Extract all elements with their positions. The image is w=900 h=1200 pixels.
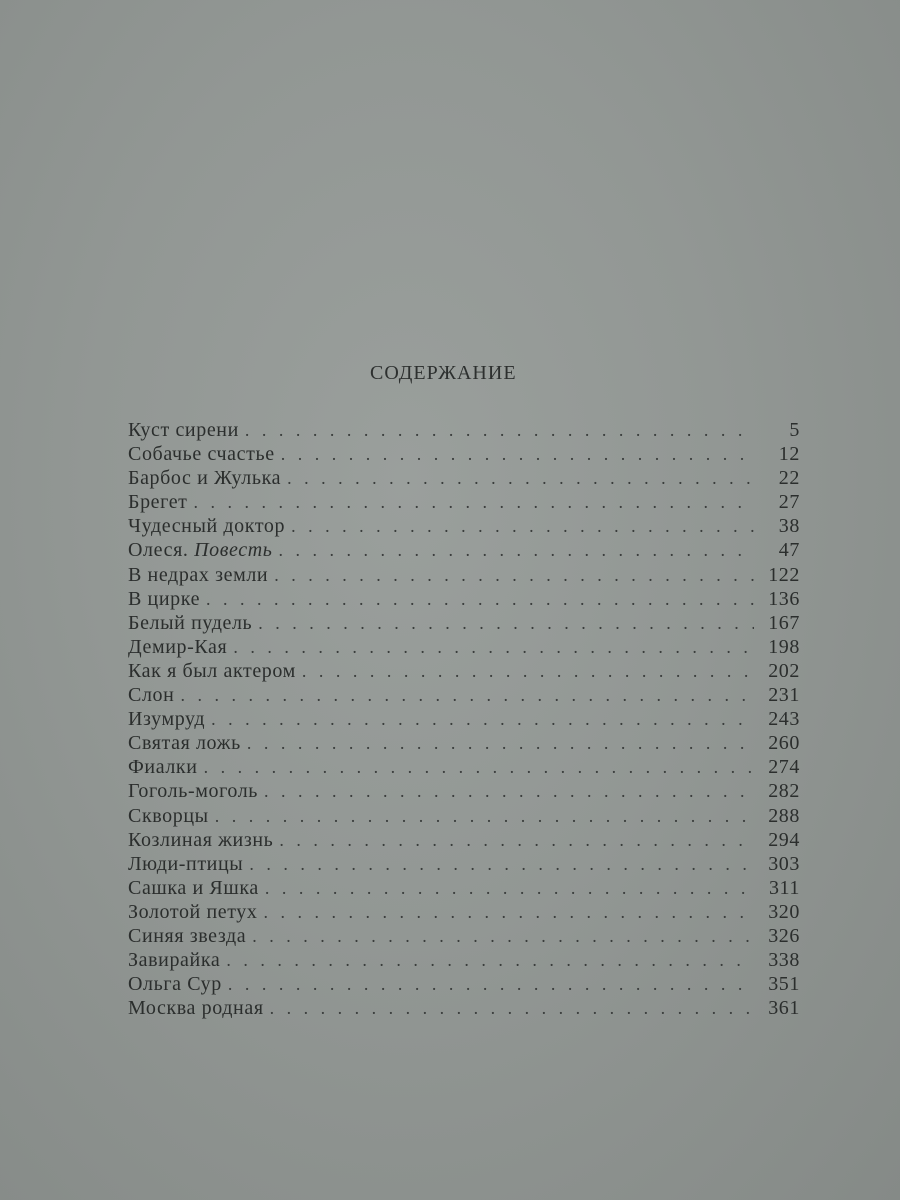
toc-entry-title: [128, 972, 222, 996]
toc-entry-title: [128, 466, 281, 490]
toc-entry: [128, 996, 800, 1020]
dot-leader: [270, 996, 754, 1020]
dot-leader: [249, 852, 754, 876]
dot-leader: [302, 659, 754, 683]
toc-entry: [128, 707, 800, 731]
toc-entry-title-text: Изумруд: [128, 708, 206, 731]
toc-entry: [128, 876, 800, 900]
dot-leader: [265, 876, 754, 900]
toc-entry-title-text: Завирайка: [128, 949, 221, 972]
toc-entry-title-text: В недрах земли: [128, 563, 269, 586]
toc-entry-page-number: 12: [778, 443, 800, 466]
toc-entry-page-number: 136: [768, 587, 800, 610]
toc-entry-page-number: 320: [768, 900, 800, 923]
toc-entry-title-text: Сашка и Яшка: [128, 876, 259, 899]
toc-entry-title-text: В цирке: [128, 587, 201, 610]
toc-entry-title: [128, 683, 174, 707]
toc-entry-page-number: 5: [789, 419, 800, 441]
toc-entry-title-text: Как я был актером: [128, 659, 296, 682]
toc-entry-title: [128, 418, 239, 442]
toc-entry-title-text: Скворцы: [128, 804, 209, 827]
toc-entry-title-text: Слон: [128, 684, 175, 707]
toc-entry-page-number: 288: [768, 804, 800, 827]
dot-leader: [245, 418, 754, 442]
toc-entry-title: [128, 514, 285, 538]
toc-entry-title-text: Куст сирени: [128, 419, 239, 441]
toc-entry-title: [128, 611, 252, 635]
toc-entry: [128, 490, 800, 514]
toc-entry-page-number: 22: [778, 467, 800, 490]
toc-entry: [128, 948, 800, 972]
dot-leader: [258, 611, 754, 635]
toc-entry-title: [128, 828, 273, 852]
toc-entry-page-number: 326: [768, 924, 800, 947]
toc-entry-title-text: Москва родная: [128, 997, 264, 1020]
toc-entry-title-text: Золотой петух: [128, 900, 258, 923]
toc-entry-title-text: Демир-Кая: [128, 635, 228, 658]
toc-entry: [128, 804, 800, 828]
toc-entry-title: [128, 876, 259, 900]
toc-entry-title: [128, 563, 268, 587]
toc-entry-page-number: 231: [768, 684, 800, 707]
toc-entry-page-number: 27: [778, 491, 800, 514]
toc-entry-page-number: 198: [768, 635, 800, 658]
toc-entry-title: [128, 442, 275, 466]
toc-entry: [128, 514, 800, 538]
toc-entry-title-text: Святая ложь: [128, 732, 241, 755]
toc-entry-title-text: Олеся.: [128, 539, 189, 562]
dot-leader: [233, 635, 754, 659]
toc-entry-title-text: Чудесный доктор: [128, 515, 286, 538]
toc-entry-title-text: Ольга Сур: [128, 973, 222, 996]
toc-entry: [128, 587, 800, 611]
toc-entry: [128, 538, 800, 562]
toc-entry-page-number: 338: [768, 949, 800, 972]
dot-leader: [279, 828, 754, 852]
toc-entry: [128, 828, 800, 852]
toc-entry-page-number: 202: [768, 659, 800, 682]
toc-entry-page-number: 282: [768, 780, 800, 803]
toc-entry-title-text: Фиалки: [128, 756, 198, 779]
toc-entry-title: [128, 900, 258, 924]
toc-entry-title: [128, 659, 296, 683]
toc-entry: [128, 611, 800, 635]
dot-leader: [278, 538, 754, 562]
toc-entry: [128, 442, 800, 466]
toc-entry-title-text: Гоголь-моголь: [128, 780, 259, 803]
toc-entry-page-number: 122: [768, 563, 800, 586]
toc-list: [128, 418, 800, 1020]
toc-entry-title: [128, 948, 220, 972]
dot-leader: [228, 972, 754, 996]
toc-entry-page-number: 303: [768, 852, 800, 875]
toc-entry-page-number: 274: [768, 756, 800, 779]
toc-entry-title: [128, 852, 243, 876]
toc-entry: [128, 731, 800, 755]
dot-leader: [252, 924, 754, 948]
dot-leader: [206, 587, 754, 611]
toc-entry: [128, 924, 800, 948]
toc-entry: [128, 852, 800, 876]
dot-leader: [274, 563, 754, 587]
dot-leader: [264, 779, 754, 803]
dot-leader: [211, 707, 754, 731]
dot-leader: [215, 804, 754, 828]
dot-leader: [281, 442, 754, 466]
dot-leader: [226, 948, 754, 972]
toc-entry-title-text: Брегет: [128, 491, 188, 514]
toc-entry-page-number: 47: [778, 539, 800, 562]
toc-entry: [128, 683, 800, 707]
toc-entry-title: [128, 924, 246, 948]
toc-entry-title: [128, 587, 200, 611]
toc-entry-subtitle: Повесть: [194, 539, 273, 562]
dot-leader: [291, 514, 754, 538]
toc-entry-page-number: 294: [768, 828, 800, 851]
toc-entry-title-text: Люди-птицы: [128, 852, 244, 875]
toc-entry-page-number: 260: [768, 732, 800, 755]
dot-leader: [180, 683, 754, 707]
toc-entry-title: [128, 707, 205, 731]
toc-entry-page-number: 351: [768, 973, 800, 996]
toc-entry-title-text: Собачье счастье: [128, 443, 275, 466]
dot-leader: [204, 755, 754, 779]
dot-leader: [287, 466, 754, 490]
toc-entry: [128, 900, 800, 924]
toc-entry-title: [128, 635, 227, 659]
toc-entry-title: [128, 779, 258, 803]
toc-entry: [128, 972, 800, 996]
toc-entry-page-number: 361: [768, 997, 800, 1020]
dot-leader: [264, 900, 754, 924]
toc-entry-page-number: 243: [768, 708, 800, 731]
toc-entry-title: [128, 755, 198, 779]
toc-entry-title: [128, 538, 272, 562]
toc-entry-title: [128, 490, 188, 514]
toc-entry: [128, 466, 800, 490]
toc-entry-title: [128, 996, 264, 1020]
toc-entry: [128, 755, 800, 779]
toc-entry-title: [128, 804, 209, 828]
toc-entry: [128, 779, 800, 803]
toc-entry-title-text: Барбос и Жулька: [128, 467, 282, 490]
toc-entry-page-number: 167: [768, 611, 800, 634]
toc-entry-title: [128, 731, 241, 755]
toc-entry: [128, 635, 800, 659]
toc-entry: [128, 659, 800, 683]
toc-entry-title-text: Белый пудель: [128, 611, 253, 634]
dot-leader: [247, 731, 754, 755]
toc-entry-title-text: Козлиная жизнь: [128, 828, 274, 851]
toc-entry: [128, 418, 800, 442]
toc-entry: [128, 563, 800, 587]
toc-entry-page-number: 311: [768, 876, 800, 899]
toc-heading: СОДЕРЖАНИЕ: [370, 362, 517, 384]
toc-entry-title-text: Синяя звезда: [128, 924, 247, 947]
dot-leader: [194, 490, 754, 514]
toc-entry-page-number: 38: [778, 515, 800, 538]
